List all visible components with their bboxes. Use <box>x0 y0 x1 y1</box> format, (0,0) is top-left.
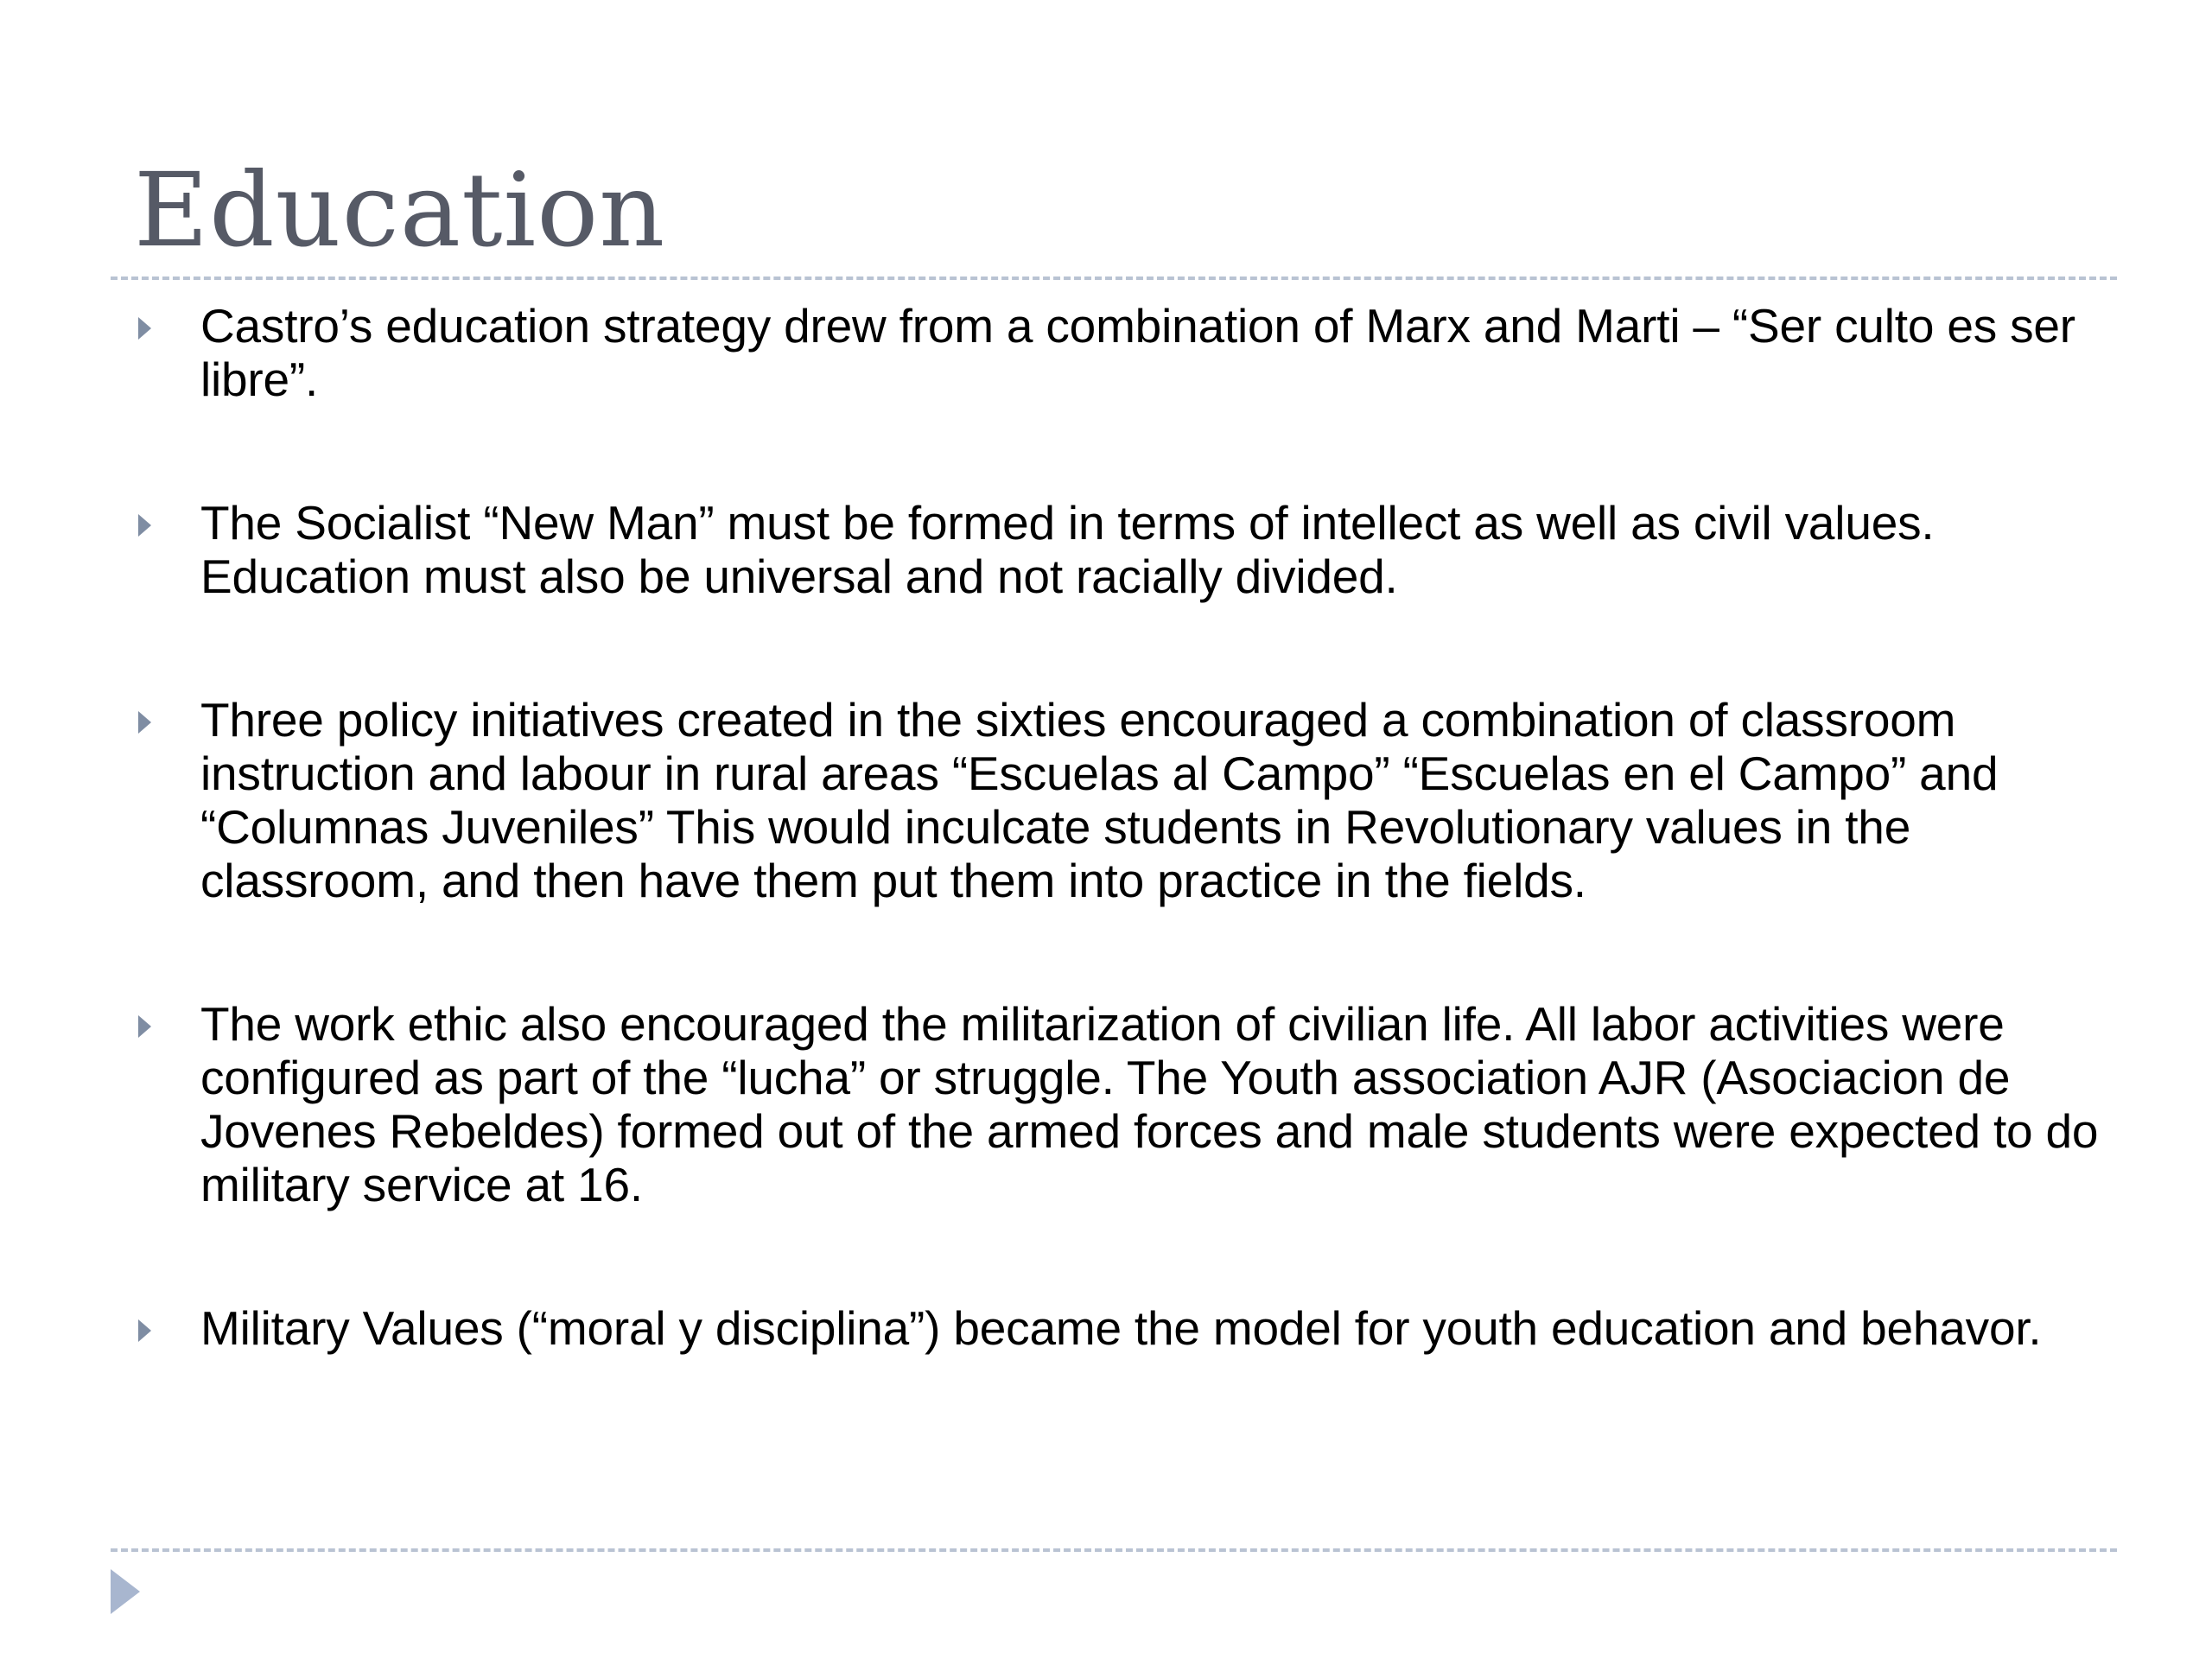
triangle-bullet-icon <box>138 1319 151 1342</box>
bullet-item <box>134 1301 2113 1355</box>
triangle-bullet-icon <box>138 317 151 340</box>
bullet-item <box>134 693 2113 907</box>
triangle-bullet-icon <box>138 514 151 537</box>
triangle-bullet-icon <box>138 711 151 734</box>
bullet-text: Military Values (“moral y disciplina”) became the model for youth education and behavor. <box>200 1301 2042 1355</box>
bullet-text: The work ethic also encouraged the militarization of civilian life. All labor activities were configured as part of the “lucha” or struggle. The Youth association AJR (Asociacion de Jovenes Rebeldes) formed out of the armed forces and male students were expected to do military service at 16. <box>200 997 2099 1211</box>
bullet-text: Three policy initiatives created in the sixties encouraged a combination of classroom instruction and labour in rural areas “Escuelas al Campo” “Escuelas en el Campo” and “Columnas Juveniles” This would inculcate students in Revolutionary values in the classroom, and then have them put them into practice in the fields. <box>200 693 1999 907</box>
footer-divider <box>111 1548 2117 1552</box>
slide-title: Education <box>134 150 666 270</box>
bullet-item <box>134 496 2113 603</box>
triangle-bullet-icon <box>138 1015 151 1038</box>
title-divider <box>111 276 2117 280</box>
bullet-item <box>134 997 2113 1211</box>
bullet-text: The Socialist “New Man” must be formed in terms of intellect as well as civil values. Education must also be universal and not racially divided. <box>200 496 1935 603</box>
play-triangle-icon[interactable] <box>111 1569 140 1614</box>
bullet-item <box>134 299 2113 406</box>
bullet-text: Castro’s education strategy drew from a combination of Marx and Marti – “Ser culto es ser libre”. <box>200 299 2075 406</box>
bullet-list <box>134 299 2113 1355</box>
